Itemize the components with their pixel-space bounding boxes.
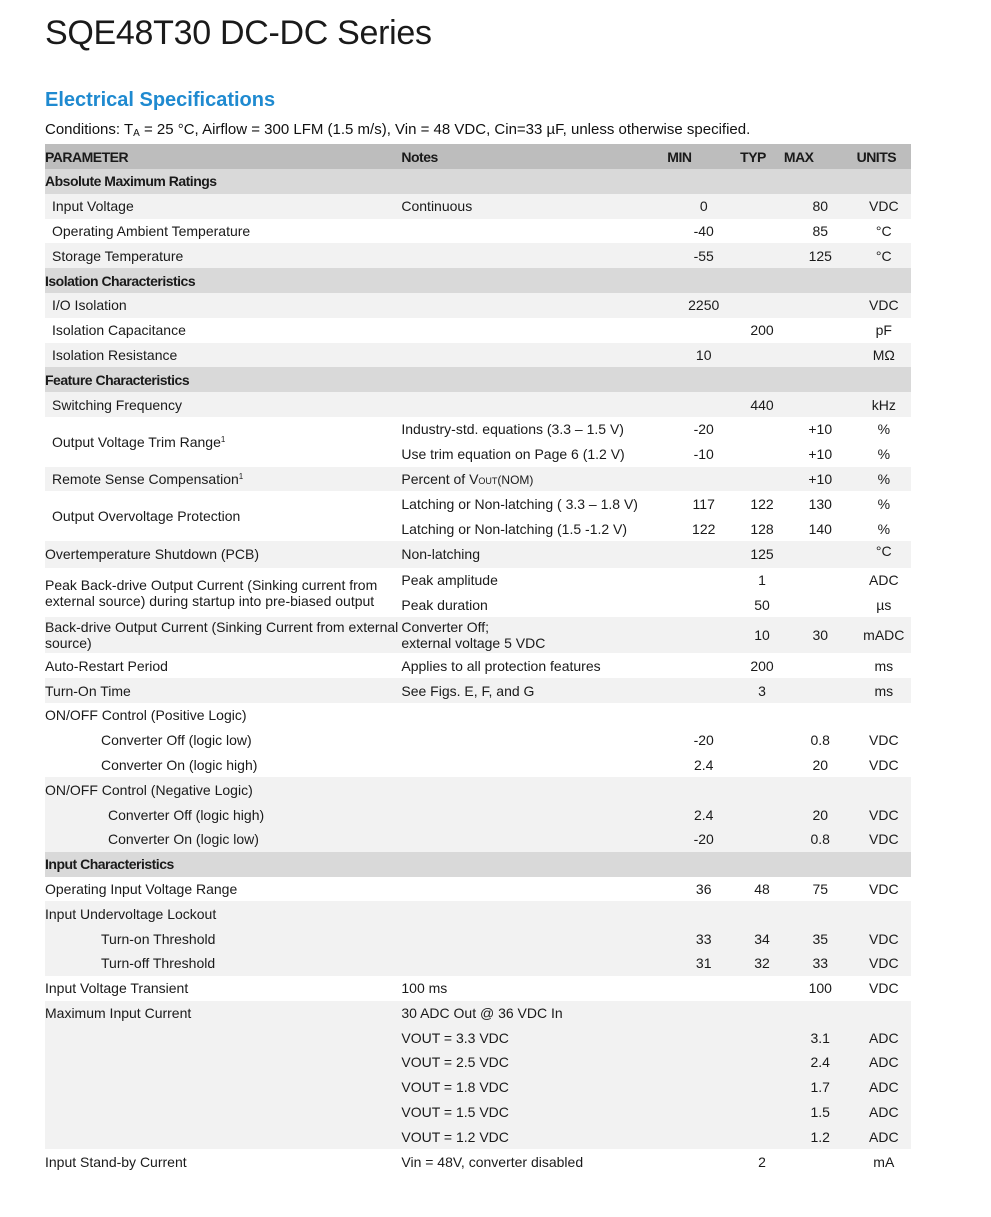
param-cell: Input Voltage Transient — [45, 976, 401, 1001]
table-row — [45, 976, 911, 1001]
param-cell: Operating Ambient Temperature — [45, 219, 401, 244]
table-row — [45, 703, 911, 728]
table-row — [45, 678, 911, 703]
notes-cell: Applies to all protection features — [401, 653, 667, 678]
typ-cell — [740, 1001, 784, 1026]
table-row — [45, 343, 911, 368]
table-row — [45, 877, 911, 902]
table-row — [45, 318, 911, 343]
notes-cell: See Figs. E, F, and G — [401, 678, 667, 703]
max-cell: 3.1 — [784, 1025, 857, 1050]
min-cell — [667, 568, 740, 593]
units-cell: mA — [857, 1149, 911, 1174]
min-cell — [667, 1149, 740, 1174]
header-min: MIN — [667, 144, 740, 169]
max-cell — [784, 293, 857, 318]
max-cell — [784, 653, 857, 678]
typ-cell: 128 — [740, 516, 784, 541]
typ-cell — [740, 343, 784, 368]
table-row — [45, 541, 911, 568]
table-row — [45, 194, 911, 219]
units-cell: ADC — [857, 1025, 911, 1050]
units-cell: VDC — [857, 951, 911, 976]
min-cell: -20 — [667, 417, 740, 442]
header-typ: TYP — [740, 144, 784, 169]
notes-cell — [401, 753, 667, 778]
max-cell: 75 — [784, 877, 857, 902]
min-cell — [667, 392, 740, 417]
notes-cell: 30 ADC Out @ 36 VDC In — [401, 1001, 667, 1026]
section-label: Feature Characteristics — [45, 367, 911, 392]
notes-cell — [401, 293, 667, 318]
table-row — [45, 802, 911, 827]
max-cell: 100 — [784, 976, 857, 1001]
max-cell: 1.5 — [784, 1100, 857, 1125]
units-cell: % — [857, 417, 911, 442]
typ-cell — [740, 1025, 784, 1050]
max-cell: 33 — [784, 951, 857, 976]
param-cell: ON/OFF Control (Positive Logic) — [45, 703, 911, 728]
notes-cell — [401, 926, 667, 951]
min-cell — [667, 593, 740, 618]
typ-cell — [740, 802, 784, 827]
notes-cell: VOUT = 3.3 VDC — [401, 1025, 667, 1050]
notes-cell — [401, 318, 667, 343]
typ-cell: 200 — [740, 318, 784, 343]
typ-cell — [740, 1100, 784, 1125]
max-cell: 1.7 — [784, 1075, 857, 1100]
max-cell — [784, 1149, 857, 1174]
section-row-input — [45, 852, 911, 877]
table-row — [45, 827, 911, 852]
param-cell: Output Overvoltage Protection — [45, 491, 401, 541]
units-cell: µs — [857, 593, 911, 618]
typ-cell — [740, 1124, 784, 1149]
notes-cell — [401, 728, 667, 753]
typ-cell — [740, 243, 784, 268]
units-cell: MΩ — [857, 343, 911, 368]
min-cell — [667, 1001, 740, 1026]
table-row — [45, 392, 911, 417]
section-title: Electrical Specifications — [45, 89, 276, 111]
param-cell: Input Undervoltage Lockout — [45, 901, 911, 926]
typ-cell: 122 — [740, 491, 784, 516]
notes-cell — [401, 243, 667, 268]
table-row — [45, 777, 911, 802]
document-title: SQE48T30 DC-DC Series — [45, 14, 432, 52]
typ-cell: 125 — [740, 541, 784, 568]
min-cell: 10 — [667, 343, 740, 368]
notes-cell — [401, 802, 667, 827]
notes-cell: Non-latching — [401, 541, 667, 568]
units-cell — [857, 1001, 911, 1026]
min-cell: -40 — [667, 219, 740, 244]
units-cell: ADC — [857, 568, 911, 593]
notes-cell: Continuous — [401, 194, 667, 219]
notes-cell — [401, 392, 667, 417]
min-cell — [667, 467, 740, 492]
max-cell: 35 — [784, 926, 857, 951]
param-cell: Switching Frequency — [45, 392, 401, 417]
table-row — [45, 728, 911, 753]
units-cell: VDC — [857, 802, 911, 827]
typ-cell — [740, 194, 784, 219]
typ-cell: 440 — [740, 392, 784, 417]
units-cell: kHz — [857, 392, 911, 417]
max-cell — [784, 392, 857, 417]
param-cell — [45, 1025, 401, 1050]
units-cell: VDC — [857, 976, 911, 1001]
min-cell — [667, 1124, 740, 1149]
typ-cell — [740, 467, 784, 492]
typ-cell — [740, 293, 784, 318]
notes-cell: Use trim equation on Page 6 (1.2 V) — [401, 442, 667, 467]
units-cell: ADC — [857, 1075, 911, 1100]
max-cell: 2.4 — [784, 1050, 857, 1075]
param-cell: Turn-off Threshold — [45, 951, 401, 976]
table-row — [45, 219, 911, 244]
typ-cell — [740, 219, 784, 244]
max-cell — [784, 678, 857, 703]
units-cell: % — [857, 516, 911, 541]
min-cell: 2.4 — [667, 753, 740, 778]
min-cell — [667, 1050, 740, 1075]
table-row — [45, 1075, 911, 1100]
header-units: UNITS — [857, 144, 911, 169]
min-cell: -55 — [667, 243, 740, 268]
typ-cell: 34 — [740, 926, 784, 951]
min-cell: 0 — [667, 194, 740, 219]
typ-cell — [740, 827, 784, 852]
param-cell: Peak Back-drive Output Current (Sinking current from external source) during startup into pre-biased output — [45, 568, 401, 618]
param-cell: ON/OFF Control (Negative Logic) — [45, 777, 911, 802]
notes-cell: Vin = 48V, converter disabled — [401, 1149, 667, 1174]
param-cell: Back-drive Output Current (Sinking Current from external source) — [45, 617, 401, 653]
units-cell: pF — [857, 318, 911, 343]
param-cell: Converter On (logic high) — [45, 753, 401, 778]
table-row — [45, 568, 911, 593]
table-row — [45, 1149, 911, 1174]
units-cell: % — [857, 491, 911, 516]
param-cell: Maximum Input Current — [45, 1001, 401, 1026]
table-row — [45, 1100, 911, 1125]
typ-cell: 32 — [740, 951, 784, 976]
min-cell: -20 — [667, 728, 740, 753]
min-cell: -10 — [667, 442, 740, 467]
param-cell: Converter Off (logic low) — [45, 728, 401, 753]
param-cell: Input Stand-by Current — [45, 1149, 401, 1174]
units-cell: ADC — [857, 1100, 911, 1125]
units-cell: VDC — [857, 877, 911, 902]
typ-cell: 48 — [740, 877, 784, 902]
max-cell: 1.2 — [784, 1124, 857, 1149]
notes-cell: VOUT = 2.5 VDC — [401, 1050, 667, 1075]
notes-cell: VOUT = 1.5 VDC — [401, 1100, 667, 1125]
param-cell — [45, 1124, 401, 1149]
max-cell: 125 — [784, 243, 857, 268]
param-cell: Operating Input Voltage Range — [45, 877, 401, 902]
min-cell — [667, 976, 740, 1001]
table-row — [45, 1025, 911, 1050]
units-cell: °C — [857, 219, 911, 244]
units-cell: VDC — [857, 753, 911, 778]
min-cell — [667, 318, 740, 343]
header-parameter: PARAMETER — [45, 144, 401, 169]
typ-cell — [740, 1050, 784, 1075]
typ-cell — [740, 417, 784, 442]
min-cell: -20 — [667, 827, 740, 852]
min-cell — [667, 678, 740, 703]
param-cell: Turn-on Threshold — [45, 926, 401, 951]
units-cell: ms — [857, 678, 911, 703]
param-cell: Remote Sense Compensation$^1$ — [45, 467, 401, 492]
max-cell: +10 — [784, 467, 857, 492]
units-cell: mADC — [857, 617, 911, 653]
notes-cell — [401, 877, 667, 902]
min-cell: 122 — [667, 516, 740, 541]
table-row — [45, 491, 911, 516]
units-cell: VDC — [857, 827, 911, 852]
typ-cell: 3 — [740, 678, 784, 703]
param-cell: Overtemperature Shutdown (PCB) — [45, 541, 401, 568]
table-row — [45, 653, 911, 678]
typ-cell: 1 — [740, 568, 784, 593]
min-cell: 117 — [667, 491, 740, 516]
max-cell — [784, 1001, 857, 1026]
units-cell: % — [857, 442, 911, 467]
notes-cell — [401, 951, 667, 976]
max-cell: 140 — [784, 516, 857, 541]
typ-cell: 10 — [740, 617, 784, 653]
table-row — [45, 951, 911, 976]
notes-cell: Peak duration — [401, 593, 667, 618]
table-row — [45, 293, 911, 318]
max-cell — [784, 568, 857, 593]
min-cell: 2250 — [667, 293, 740, 318]
typ-cell — [740, 728, 784, 753]
param-cell: I/O Isolation — [45, 293, 401, 318]
min-cell: 36 — [667, 877, 740, 902]
min-cell: 31 — [667, 951, 740, 976]
notes-cell: Percent of VOUT(NOM) — [401, 467, 667, 492]
table-row — [45, 243, 911, 268]
typ-cell — [740, 753, 784, 778]
min-cell — [667, 1075, 740, 1100]
max-cell: 130 — [784, 491, 857, 516]
notes-cell — [401, 827, 667, 852]
notes-cell — [401, 343, 667, 368]
param-cell: Auto-Restart Period — [45, 653, 401, 678]
param-cell: Input Voltage — [45, 194, 401, 219]
max-cell: 20 — [784, 802, 857, 827]
table-row — [45, 753, 911, 778]
notes-cell: VOUT = 1.8 VDC — [401, 1075, 667, 1100]
param-cell — [45, 1100, 401, 1125]
table-row — [45, 926, 911, 951]
notes-cell: Latching or Non-latching ( 3.3 – 1.8 V) — [401, 491, 667, 516]
param-cell: Isolation Resistance — [45, 343, 401, 368]
notes-cell: Industry-std. equations (3.3 – 1.5 V) — [401, 417, 667, 442]
min-cell — [667, 541, 740, 568]
param-cell: Output Voltage Trim Range$^1$ — [45, 417, 401, 467]
min-cell — [667, 653, 740, 678]
units-cell: °C — [857, 243, 911, 268]
units-cell: VDC — [857, 194, 911, 219]
param-cell — [45, 1050, 401, 1075]
typ-cell: 200 — [740, 653, 784, 678]
header-notes: Notes — [401, 144, 667, 169]
notes-cell: VOUT = 1.2 VDC — [401, 1124, 667, 1149]
section-label: Input Characteristics — [45, 852, 911, 877]
electrical-specifications-table — [45, 144, 911, 1174]
units-cell: ADC — [857, 1124, 911, 1149]
units-cell: VDC — [857, 293, 911, 318]
max-cell: 30 — [784, 617, 857, 653]
max-cell: 80 — [784, 194, 857, 219]
param-cell: Converter Off (logic high) — [45, 802, 401, 827]
table-row — [45, 1124, 911, 1149]
typ-cell: 2 — [740, 1149, 784, 1174]
notes-cell: Latching or Non-latching (1.5 -1.2 V) — [401, 516, 667, 541]
min-cell — [667, 1100, 740, 1125]
table-row — [45, 1001, 911, 1026]
notes-cell: Converter Off; external voltage 5 VDC — [401, 617, 667, 653]
min-cell — [667, 617, 740, 653]
table-row — [45, 617, 911, 653]
notes-cell — [401, 219, 667, 244]
max-cell: 20 — [784, 753, 857, 778]
section-row-absolute-maximum — [45, 169, 911, 194]
max-cell — [784, 343, 857, 368]
max-cell: 0.8 — [784, 827, 857, 852]
max-cell: 0.8 — [784, 728, 857, 753]
min-cell: 33 — [667, 926, 740, 951]
param-cell — [45, 1075, 401, 1100]
section-label: Isolation Characteristics — [45, 268, 911, 293]
section-row-isolation — [45, 268, 911, 293]
units-cell: °C — [857, 541, 911, 568]
max-cell — [784, 593, 857, 618]
max-cell: +10 — [784, 417, 857, 442]
section-row-feature — [45, 367, 911, 392]
max-cell: +10 — [784, 442, 857, 467]
units-cell: VDC — [857, 728, 911, 753]
header-max: MAX — [784, 144, 857, 169]
typ-cell: 50 — [740, 593, 784, 618]
max-cell — [784, 541, 857, 568]
test-conditions: Conditions: $T_A = 25$ °C, Airflow = 300 LFM (1.5 m/s), Vin = 48 VDC, Cin=33 µF, unless otherwise specified. — [45, 121, 751, 139]
section-label: Absolute Maximum Ratings — [45, 169, 911, 194]
typ-cell — [740, 976, 784, 1001]
param-cell: Isolation Capacitance — [45, 318, 401, 343]
table-row — [45, 1050, 911, 1075]
max-cell — [784, 318, 857, 343]
param-cell: Converter On (logic low) — [45, 827, 401, 852]
max-cell: 85 — [784, 219, 857, 244]
units-cell: ADC — [857, 1050, 911, 1075]
typ-cell — [740, 442, 784, 467]
table-header-row — [45, 144, 911, 169]
table-row — [45, 467, 911, 492]
notes-cell: 100 ms — [401, 976, 667, 1001]
units-cell: % — [857, 467, 911, 492]
param-cell: Turn-On Time — [45, 678, 401, 703]
param-cell: Storage Temperature — [45, 243, 401, 268]
table-row — [45, 901, 911, 926]
notes-cell: Peak amplitude — [401, 568, 667, 593]
min-cell — [667, 1025, 740, 1050]
min-cell: 2.4 — [667, 802, 740, 827]
units-cell: ms — [857, 653, 911, 678]
typ-cell — [740, 1075, 784, 1100]
table-row — [45, 417, 911, 442]
units-cell: VDC — [857, 926, 911, 951]
